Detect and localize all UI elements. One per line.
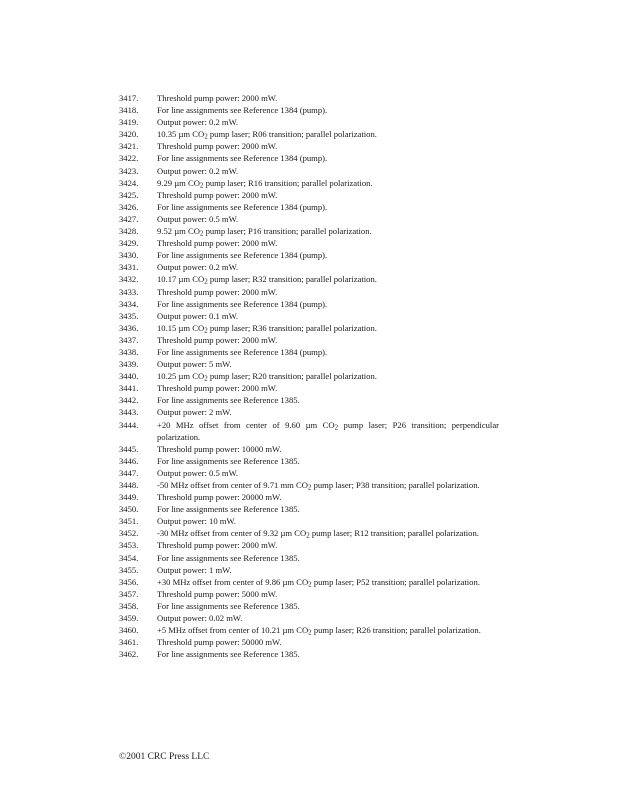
note-number: 3427. (119, 213, 139, 224)
note-number: 3457. (119, 588, 139, 599)
note-item (119, 177, 499, 189)
note-text: For line assignments see Reference 1385. (157, 552, 300, 563)
note-text: Threshold pump power: 50000 mW. (157, 637, 282, 648)
note-text-subscript: 2 (204, 326, 208, 335)
note-number: 3458. (119, 600, 139, 611)
note-text-subscript: 2 (204, 277, 208, 286)
note-item (119, 286, 499, 298)
note-text-subscript: 2 (199, 229, 204, 238)
note-text (157, 576, 499, 588)
note-text-subscript: 2 (204, 132, 208, 141)
notes-list (119, 92, 499, 660)
note-number: 3459. (119, 613, 139, 624)
note-item (119, 213, 499, 225)
note-text: Threshold pump power: 10000 mW. (157, 443, 282, 454)
note-text-post: pump laser; R36 transition; parallel polarization. (207, 322, 377, 333)
note-number: 3462. (119, 649, 139, 660)
note-text: Output power: 1 mW. (157, 564, 232, 575)
note-number: 3425. (119, 189, 139, 200)
note-number: 3435. (119, 310, 139, 321)
note-number: 3451. (119, 516, 139, 527)
note-item (119, 539, 499, 551)
note-text-subscript: 2 (307, 483, 312, 492)
note-item (119, 406, 499, 418)
note-text: Threshold pump power: 2000 mW. (157, 540, 278, 551)
note-number: 3429. (119, 238, 139, 249)
note-text-post: pump laser; R16 transition; parallel polarization. (203, 177, 373, 188)
note-text-subscript: 2 (308, 580, 312, 589)
note-item (119, 455, 499, 467)
note-text-post: pump laser; P52 transition; parallel polarization. (311, 576, 480, 587)
note-text-pre: 10.15 µm CO (157, 322, 205, 333)
note-number: 3460. (119, 625, 139, 636)
note-item (119, 467, 499, 479)
note-text (157, 225, 499, 237)
note-number: 3450. (119, 504, 139, 515)
note-item (119, 346, 499, 358)
note-text: Threshold pump power: 2000 mW. (157, 238, 278, 249)
note-number: 3433. (119, 286, 139, 297)
note-text: For line assignments see Reference 1384 (pump). (157, 250, 328, 261)
note-number: 3436. (119, 322, 139, 333)
note-item (119, 322, 499, 334)
note-text: Output power: 0.2 mW. (157, 117, 239, 128)
note-item (119, 491, 499, 503)
note-number: 3428. (119, 226, 139, 237)
note-text: Output power: 10 mW. (157, 516, 236, 527)
note-text: For line assignments see Reference 1385. (157, 395, 300, 406)
note-number: 3418. (119, 105, 139, 116)
note-number: 3438. (119, 346, 139, 357)
note-item (119, 600, 499, 612)
note-number: 3426. (119, 201, 139, 212)
note-text: Output power: 0.5 mW. (157, 213, 239, 224)
note-text: For line assignments see Reference 1384 (pump). (157, 105, 328, 116)
note-text-subscript: 2 (334, 423, 339, 432)
note-item (119, 588, 499, 600)
note-number: 3439. (119, 359, 139, 370)
copyright-footer: ©2001 CRC Press LLC (119, 752, 210, 762)
note-item (119, 104, 499, 116)
note-text (157, 527, 499, 539)
note-text-subscript: 2 (308, 628, 312, 637)
note-number: 3446. (119, 455, 139, 466)
note-item (119, 128, 499, 140)
note-text: For line assignments see Reference 1385. (157, 504, 300, 515)
note-text: Threshold pump power: 2000 mW. (157, 334, 278, 345)
note-item (119, 624, 499, 636)
note-text: Output power: 5 mW. (157, 359, 232, 370)
note-text-post: pump laser; P16 transition; parallel polarization. (203, 226, 372, 237)
note-text: For line assignments see Reference 1385. (157, 455, 300, 466)
note-item (119, 636, 499, 648)
note-number: 3422. (119, 153, 139, 164)
note-text: Threshold pump power: 5000 mW. (157, 588, 278, 599)
note-number: 3417. (119, 93, 139, 103)
note-number: 3453. (119, 540, 139, 551)
note-number: 3445. (119, 443, 139, 454)
note-text-post: pump laser; P38 transition; parallel polarization. (311, 480, 480, 490)
note-text-post: pump laser; R06 transition; parallel polarization. (207, 129, 377, 140)
note-text-subscript: 2 (204, 374, 208, 383)
note-text-subscript: 2 (199, 181, 204, 190)
note-text-pre: -50 MHz offset from center of 9.71 mm CO (157, 480, 308, 490)
note-item (119, 515, 499, 527)
note-text: Output power: 2 mW. (157, 407, 232, 418)
note-item (119, 310, 499, 322)
note-item (119, 116, 499, 128)
note-item (119, 370, 499, 382)
note-item (119, 394, 499, 406)
note-number: 3454. (119, 552, 139, 563)
note-number: 3442. (119, 395, 139, 406)
note-text: Output power: 0.5 mW. (157, 467, 239, 478)
note-number: 3455. (119, 564, 139, 575)
note-number: 3440. (119, 371, 139, 382)
note-number: 3431. (119, 262, 139, 273)
note-number: 3452. (119, 528, 139, 539)
note-item (119, 273, 499, 285)
note-number: 3444. (119, 419, 139, 430)
note-text: Threshold pump power: 2000 mW. (157, 141, 278, 152)
note-item (119, 527, 499, 539)
note-text: Threshold pump power: 2000 mW. (157, 286, 278, 297)
note-text: Output power: 0.2 mW. (157, 262, 239, 273)
note-text: For line assignments see Reference 1384 (pump). (157, 346, 328, 357)
note-text-pre: 9.52 µm CO (157, 226, 200, 237)
note-text-pre: 10.17 µm CO (157, 274, 205, 285)
note-text (157, 370, 499, 382)
note-item (119, 249, 499, 261)
note-text (157, 322, 499, 334)
note-text: Threshold pump power: 2000 mW. (157, 383, 278, 394)
note-text: Output power: 0.2 mW. (157, 165, 239, 176)
note-item (119, 92, 499, 104)
note-text: Threshold pump power: 2000 mW. (157, 93, 278, 103)
note-text: Output power: 0.02 mW. (157, 613, 243, 624)
note-item (119, 189, 499, 201)
note-number: 3443. (119, 407, 139, 418)
note-text: For line assignments see Reference 1384 (pump). (157, 153, 328, 164)
note-text-subscript: 2 (306, 531, 310, 540)
note-text: For line assignments see Reference 1384 (pump). (157, 201, 328, 212)
note-item (119, 419, 499, 443)
note-item (119, 382, 499, 394)
note-item (119, 443, 499, 455)
note-item (119, 576, 499, 588)
note-number: 3456. (119, 576, 139, 587)
note-item (119, 165, 499, 177)
note-text-post: pump laser; R20 transition; parallel polarization. (207, 371, 377, 382)
note-number: 3430. (119, 250, 139, 261)
note-item (119, 552, 499, 564)
note-text (157, 419, 499, 443)
note-text-post: pump laser; R26 transition; parallel polarization. (311, 625, 481, 636)
note-text: Threshold pump power: 2000 mW. (157, 189, 278, 200)
note-text: Output power: 0.1 mW. (157, 310, 239, 321)
note-number: 3461. (119, 637, 139, 648)
note-item (119, 237, 499, 249)
note-text: For line assignments see Reference 1384 (pump). (157, 298, 328, 309)
note-text (157, 128, 499, 140)
note-number: 3420. (119, 129, 139, 140)
note-number: 3448. (119, 480, 139, 490)
note-item (119, 261, 499, 273)
note-text-pre: +5 MHz offset from center of 10.21 µm CO (157, 625, 309, 636)
note-item (119, 612, 499, 624)
note-number: 3421. (119, 141, 139, 152)
note-item (119, 152, 499, 164)
note-text-pre: 10.35 µm CO (157, 129, 205, 140)
note-item (119, 503, 499, 515)
note-text: Threshold pump power: 20000 mW. (157, 492, 282, 503)
note-number: 3437. (119, 334, 139, 345)
note-number: 3447. (119, 467, 139, 478)
note-text (157, 177, 499, 189)
note-text: For line assignments see Reference 1385. (157, 649, 300, 660)
note-item (119, 479, 499, 491)
note-item (119, 334, 499, 346)
note-item (119, 564, 499, 576)
note-number: 3432. (119, 274, 139, 285)
note-item (119, 298, 499, 310)
note-text-pre: 10.25 µm CO (157, 371, 205, 382)
note-number: 3434. (119, 298, 139, 309)
note-number: 3424. (119, 177, 139, 188)
note-text (157, 624, 499, 636)
note-number: 3441. (119, 383, 139, 394)
note-text-post: pump laser; R32 transition; parallel polarization. (207, 274, 377, 285)
note-text (157, 479, 499, 491)
note-item (119, 140, 499, 152)
note-item (119, 648, 499, 660)
note-item (119, 358, 499, 370)
note-text-pre: 9.29 µm CO (157, 177, 200, 188)
note-number: 3449. (119, 492, 139, 503)
note-text-pre: +30 MHz offset from center of 9.86 µm CO (157, 576, 309, 587)
note-text (157, 273, 499, 285)
note-item (119, 225, 499, 237)
note-text-pre: -30 MHz offset from center of 9.32 µm CO (157, 528, 307, 539)
note-number: 3423. (119, 165, 139, 176)
note-item (119, 201, 499, 213)
note-text-post: pump laser; R12 transition; parallel polarization. (309, 528, 479, 539)
note-text: For line assignments see Reference 1385. (157, 600, 300, 611)
note-number: 3419. (119, 117, 139, 128)
note-text-post: pump laser; P26 transition; perpendicular polarization. (157, 419, 499, 442)
note-text-pre: +20 MHz offset from center of 9.60 µm CO (157, 419, 335, 430)
